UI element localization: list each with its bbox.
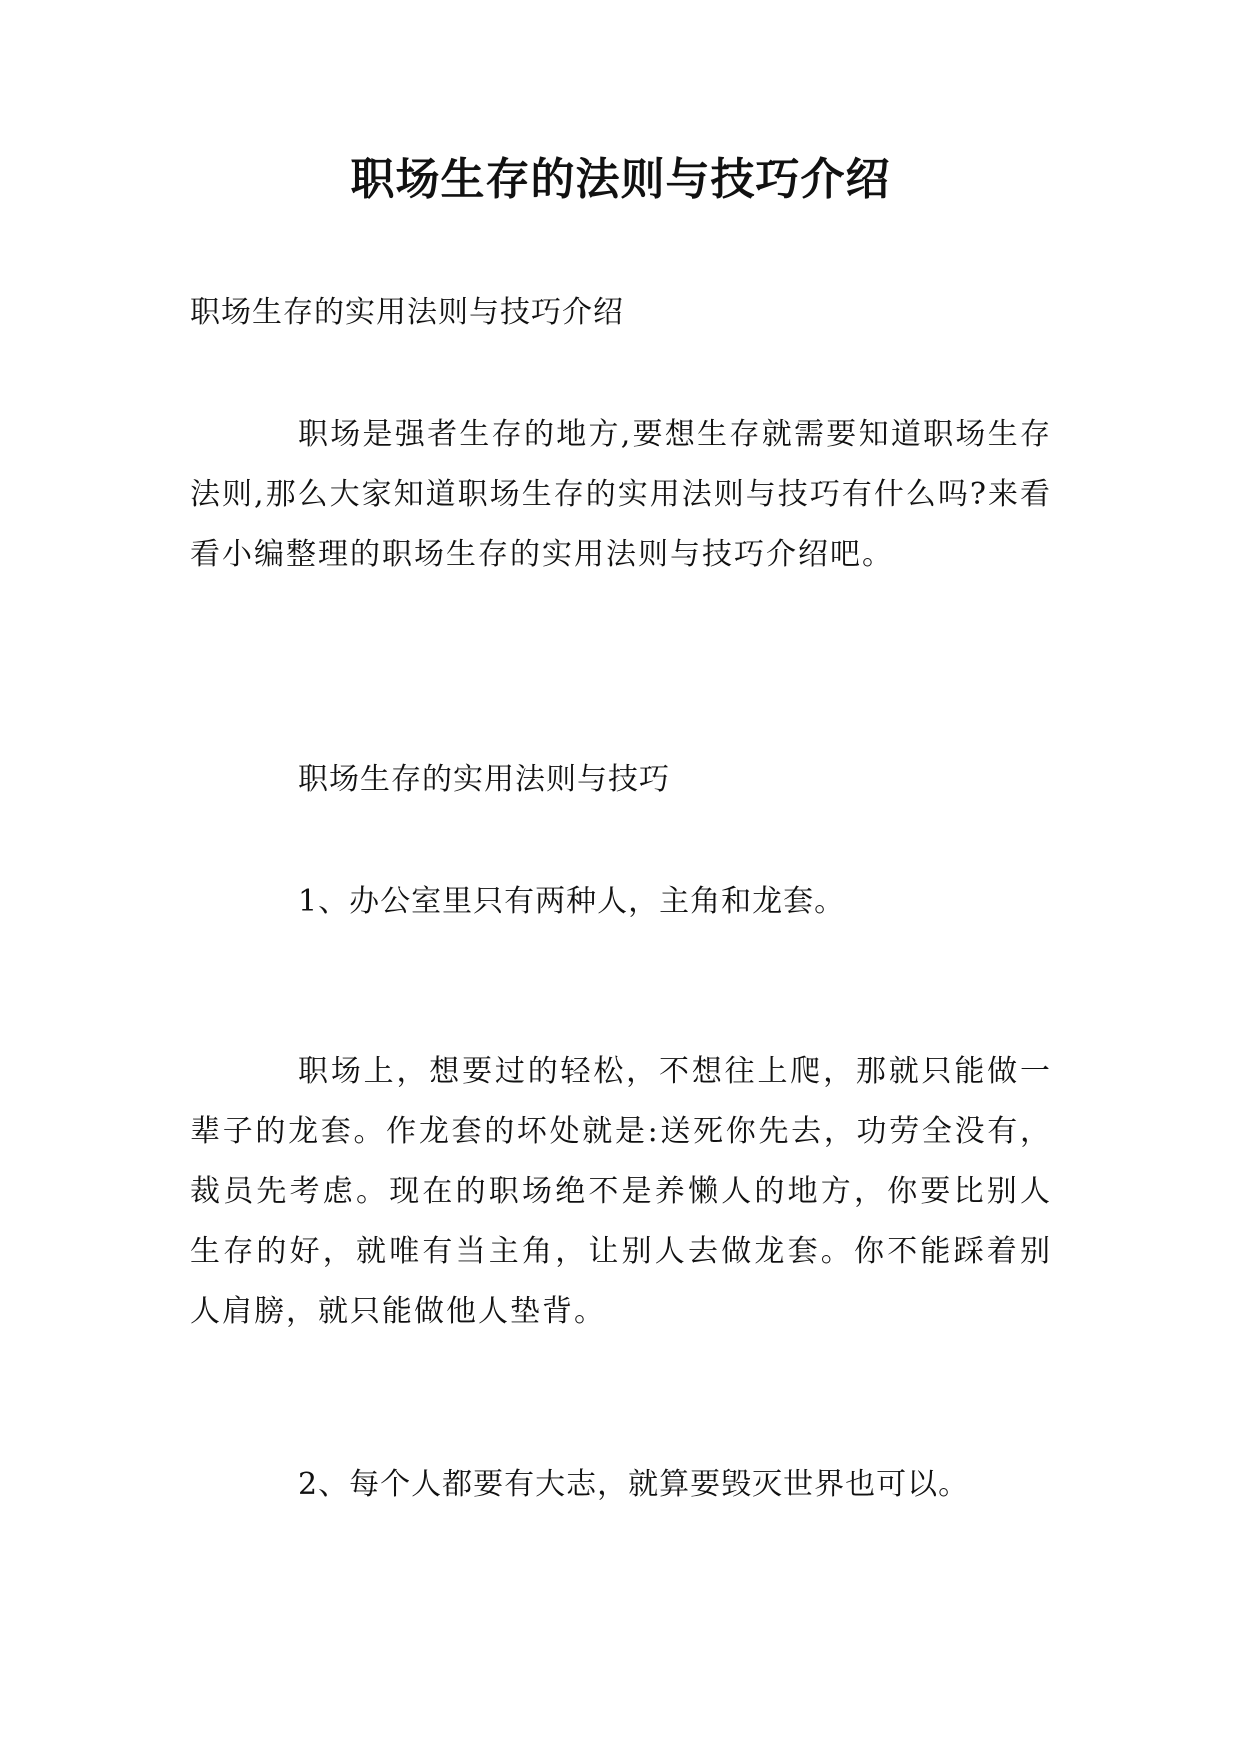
item-1-heading: 1、办公室里只有两种人，主角和龙套。 — [298, 884, 846, 919]
document-title: 职场生存的法则与技巧介绍 — [350, 154, 891, 205]
document-subtitle: 职场生存的实用法则与技巧介绍 — [190, 295, 624, 330]
intro-paragraph: 职场是强者生存的地方,要想生存就需要知道职场生存法则,那么大家知道职场生存的实用法则与技巧有什么吗?来看看小编整理的职场生存的实用法则与技巧介绍吧。 — [190, 417, 1052, 572]
item-1-paragraph: 职场上，想要过的轻松，不想往上爬，那就只能做一辈子的龙套。作龙套的坏处就是:送死你先去，功劳全没有，裁员先考虑。现在的职场绝不是养懒人的地方，你要比别人生存的好，就唯有当主角，让别人去做龙套。你不能踩着别人肩膀，就只能做他人垫背。 — [190, 1054, 1052, 1329]
item-2-heading: 2、每个人都要有大志，就算要毁灭世界也可以。 — [298, 1467, 970, 1502]
section-heading: 职场生存的实用法则与技巧 — [298, 762, 670, 797]
